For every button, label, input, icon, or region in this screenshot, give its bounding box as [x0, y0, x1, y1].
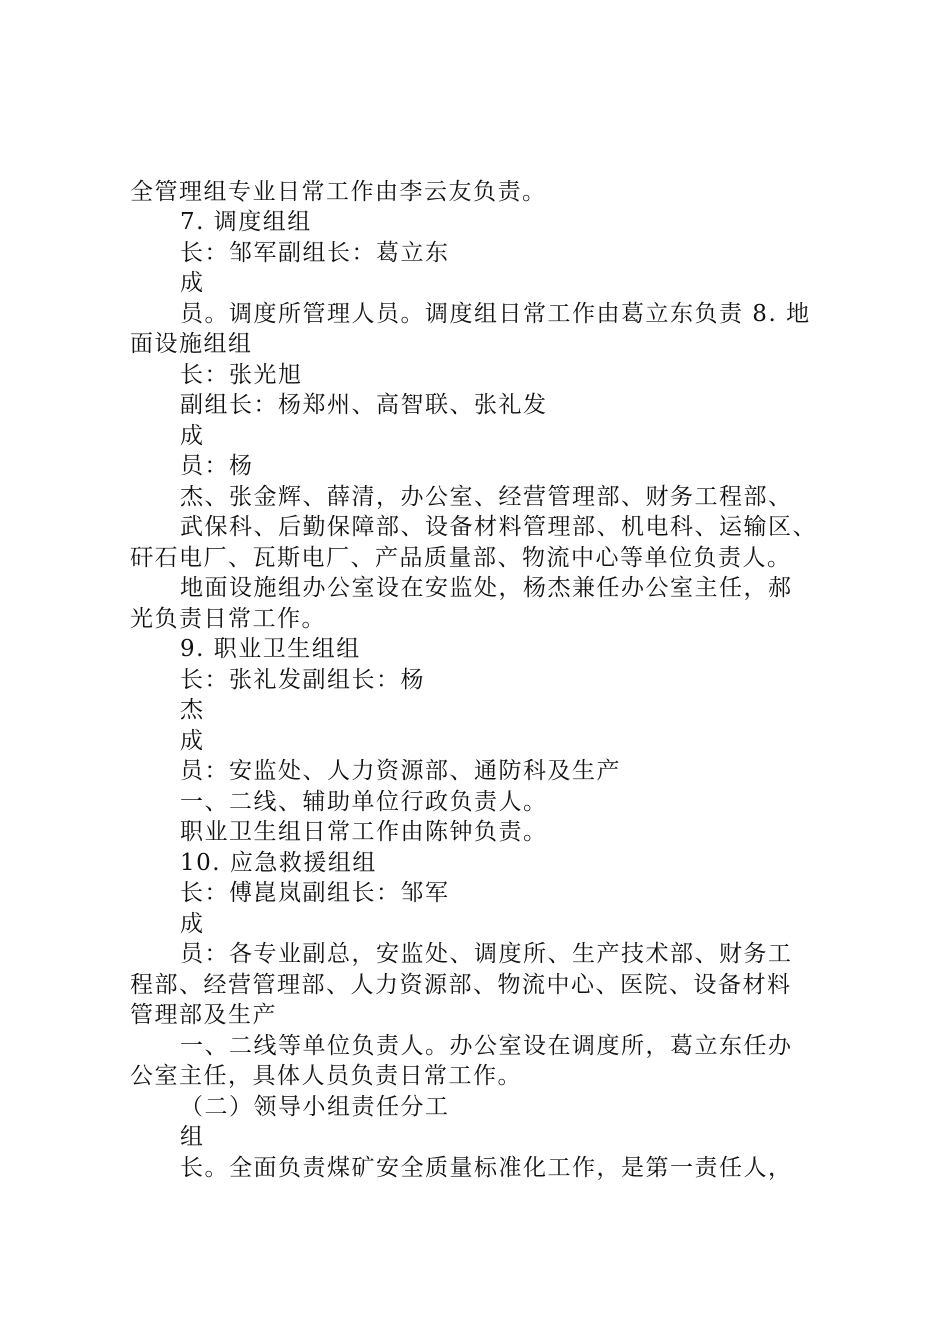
text-line: 副组长：杨郑州、高智联、张礼发	[180, 392, 548, 418]
text-line: 管理部及生产	[130, 1002, 277, 1028]
text-line: 一、二线、辅助单位行政负责人。	[180, 789, 548, 815]
text-line: 成	[180, 423, 205, 449]
section-heading: （二）领导小组责任分工	[180, 1094, 450, 1120]
text-line: 程部、经营管理部、人力资源部、物流中心、医院、设备材料	[130, 972, 792, 998]
text-line: 全管理组专业日常工作由李云友负责。	[130, 179, 547, 205]
section-heading: 9. 职业卫生组组	[180, 636, 361, 662]
section-heading: 10. 应急救援组组	[180, 850, 377, 876]
text-line: 光负责日常工作。	[130, 606, 326, 632]
text-line: 杰	[180, 697, 205, 723]
section-heading: 7. 调度组组	[180, 209, 312, 235]
text-line: 长：张礼发副组长：杨	[180, 667, 425, 693]
text-line: 员：各专业副总，安监处、调度所、生产技术部、财务工	[180, 941, 793, 967]
text-line: 员。调度所管理人员。调度组日常工作由葛立东负责 8. 地	[180, 301, 811, 327]
text-line: 面设施组组	[130, 331, 253, 357]
text-line: 成	[180, 270, 205, 296]
text-line: 职业卫生组日常工作由陈钟负责。	[180, 819, 548, 845]
text-line: 成	[180, 728, 205, 754]
text-line: 长。全面负责煤矿安全质量标准化工作，是第一责任人，	[180, 1155, 793, 1181]
text-line: 长：傅崑岚副组长：邹军	[180, 880, 450, 906]
text-line: 成	[180, 911, 205, 937]
text-line: 长：张光旭	[180, 362, 303, 388]
text-line: 矸石电厂、瓦斯电厂、产品质量部、物流中心等单位负责人。	[130, 545, 792, 571]
text-line: 公室主任，具体人员负责日常工作。	[130, 1063, 522, 1089]
text-line: 长：邹军副组长：葛立东	[180, 240, 450, 266]
text-line: 员：杨	[180, 453, 254, 479]
text-line: 组	[180, 1124, 205, 1150]
text-line: 地面设施组办公室设在安监处，杨杰兼任办公室主任，郝	[180, 575, 793, 601]
text-line: 一、二线等单位负责人。办公室设在调度所，葛立东任办	[180, 1033, 793, 1059]
text-line: 杰、张金辉、薛清，办公室、经营管理部、财务工程部、	[180, 484, 793, 510]
text-line: 员：安监处、人力资源部、通防科及生产	[180, 758, 621, 784]
text-line: 武保科、后勤保障部、设备材料管理部、机电科、运输区、	[180, 514, 817, 540]
